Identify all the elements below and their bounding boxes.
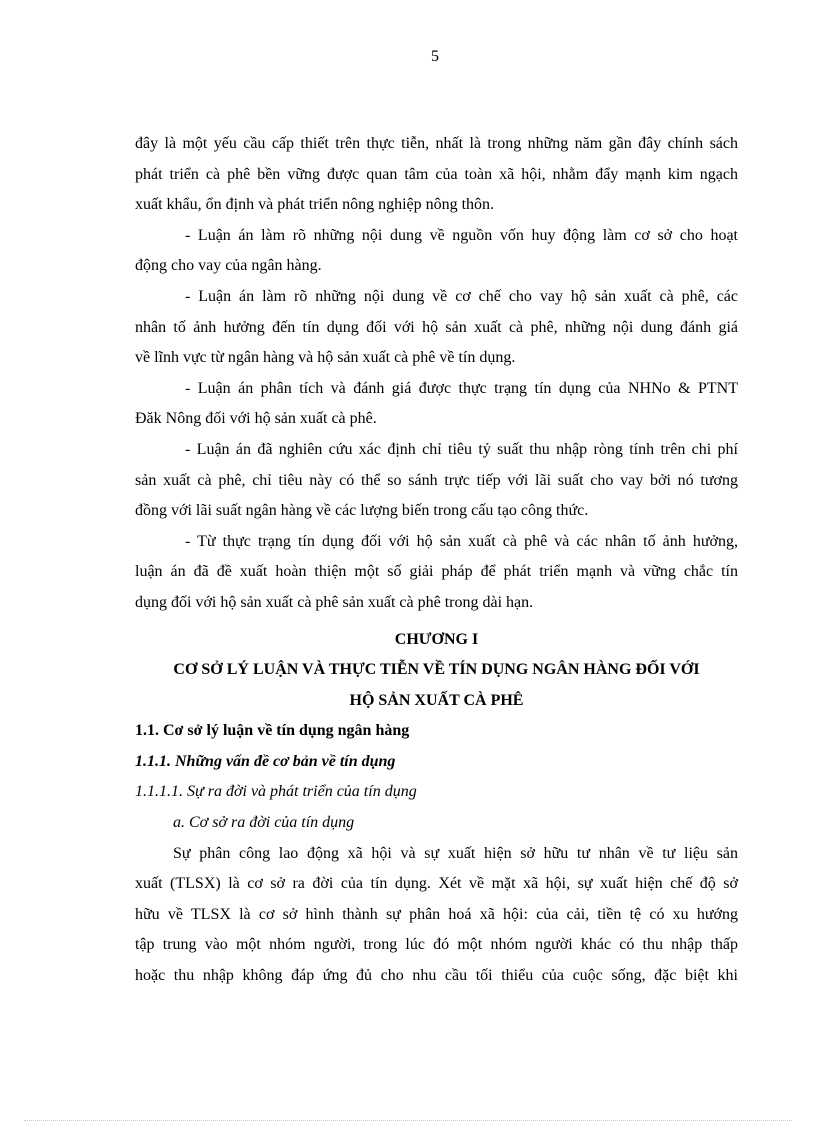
bullet-item: [135, 527, 738, 619]
subsection-heading: 1.1.1. Những vấn đề cơ bản về tín dụng: [135, 752, 396, 770]
text-line: đồng với lãi suất ngân hàng về các lượng biến trong cấu tạo công thức.: [135, 502, 589, 520]
text-line: về lĩnh vực từ ngân hàng và hộ sản xuất cà phê về tín dụng.: [135, 349, 516, 367]
text-line: tập trung vào một nhóm người, trong lúc đó một nhóm người khác có thu nhập thấp: [135, 936, 738, 954]
text-line: dụng đối với hộ sản xuất cà phê sản xuất cà phê trong dài hạn.: [135, 593, 534, 611]
text-line: xuất (TLSX) là cơ sở ra đời của tín dụng. Xét về mặt xã hội, sự xuất hiện chế độ sở: [135, 875, 738, 893]
text-line: động cho vay của ngân hàng.: [135, 257, 322, 275]
paragraph: [135, 129, 738, 221]
text-line: sản xuất cà phê, chỉ tiêu này có thể so sánh trực tiếp với lãi suất cho vay bởi nó tương: [135, 471, 738, 489]
bullet-item: [135, 374, 738, 435]
text-line: - Từ thực trạng tín dụng đối với hộ sản xuất cà phê và các nhân tố ảnh hưởng,: [185, 532, 738, 550]
bullet-item: [135, 282, 738, 374]
text-line: luận án đã đề xuất hoàn thiện một số giải pháp để phát triển mạnh và vững chắc tín: [135, 563, 738, 581]
text-line: - Luận án đã nghiên cứu xác định chỉ tiêu tỷ suất thu nhập ròng tính trên chi phí: [185, 440, 738, 458]
page-number: 5: [431, 48, 439, 65]
chapter-title-line: HỘ SẢN XUẤT CÀ PHÊ: [349, 691, 524, 709]
text-line: - Luận án phân tích và đánh giá được thực trạng tín dụng của NHNo & PTNT: [185, 379, 738, 397]
chapter-title-line: CƠ SỞ LÝ LUẬN VÀ THỰC TIỄN VỀ TÍN DỤNG NGÂN HÀNG ĐỐI VỚI: [173, 661, 700, 679]
section-heading: 1.1. Cơ sở lý luận về tín dụng ngân hàng: [135, 722, 410, 740]
bullet-item: [135, 221, 738, 282]
item-heading: a. Cơ sở ra đời của tín dụng: [173, 814, 355, 832]
text-line: Sự phân công lao động xã hội và sự xuất hiện sở hữu tư nhân về tư liệu sản: [173, 844, 738, 862]
text-line: - Luận án làm rõ những nội dung về cơ chế cho vay hộ sản xuất cà phê, các: [185, 287, 738, 305]
document-body: [135, 129, 738, 992]
text-line: hữu về TLSX là cơ sở hình thành sự phân hoá xã hội: của cải, tiền tệ có xu hướng: [135, 905, 738, 923]
text-line: xuất khẩu, ổn định và phát triển nông nghiệp nông thôn.: [135, 196, 495, 214]
text-line: phát triển cà phê bền vững được quan tâm của toàn xã hội, nhằm đẩy mạnh kim ngạch: [135, 165, 738, 183]
text-line: hoặc thu nhập không đáp ứng đủ cho nhu cầu tối thiểu của cuộc sống, đặc biệt khi: [135, 967, 738, 985]
text-line: Đăk Nông đối với hộ sản xuất cà phê.: [135, 410, 377, 428]
bullet-item: [135, 435, 738, 527]
page-bottom-rule: [24, 1120, 792, 1121]
paragraph: [135, 839, 738, 992]
text-line: nhân tố ảnh hưởng đến tín dụng đối với hộ sản xuất cà phê, những nội dung đánh giá: [135, 318, 738, 336]
text-line: - Luận án làm rõ những nội dung về nguồn vốn huy động làm cơ sở cho hoạt: [185, 226, 738, 244]
text-line: đây là một yếu cầu cấp thiết trên thực tiễn, nhất là trong những năm gần đây chính sách: [135, 135, 738, 152]
subsubsection-heading: 1.1.1.1. Sự ra đời và phát triển của tín dụng: [135, 783, 417, 801]
chapter-label: CHƯƠNG I: [394, 630, 479, 648]
